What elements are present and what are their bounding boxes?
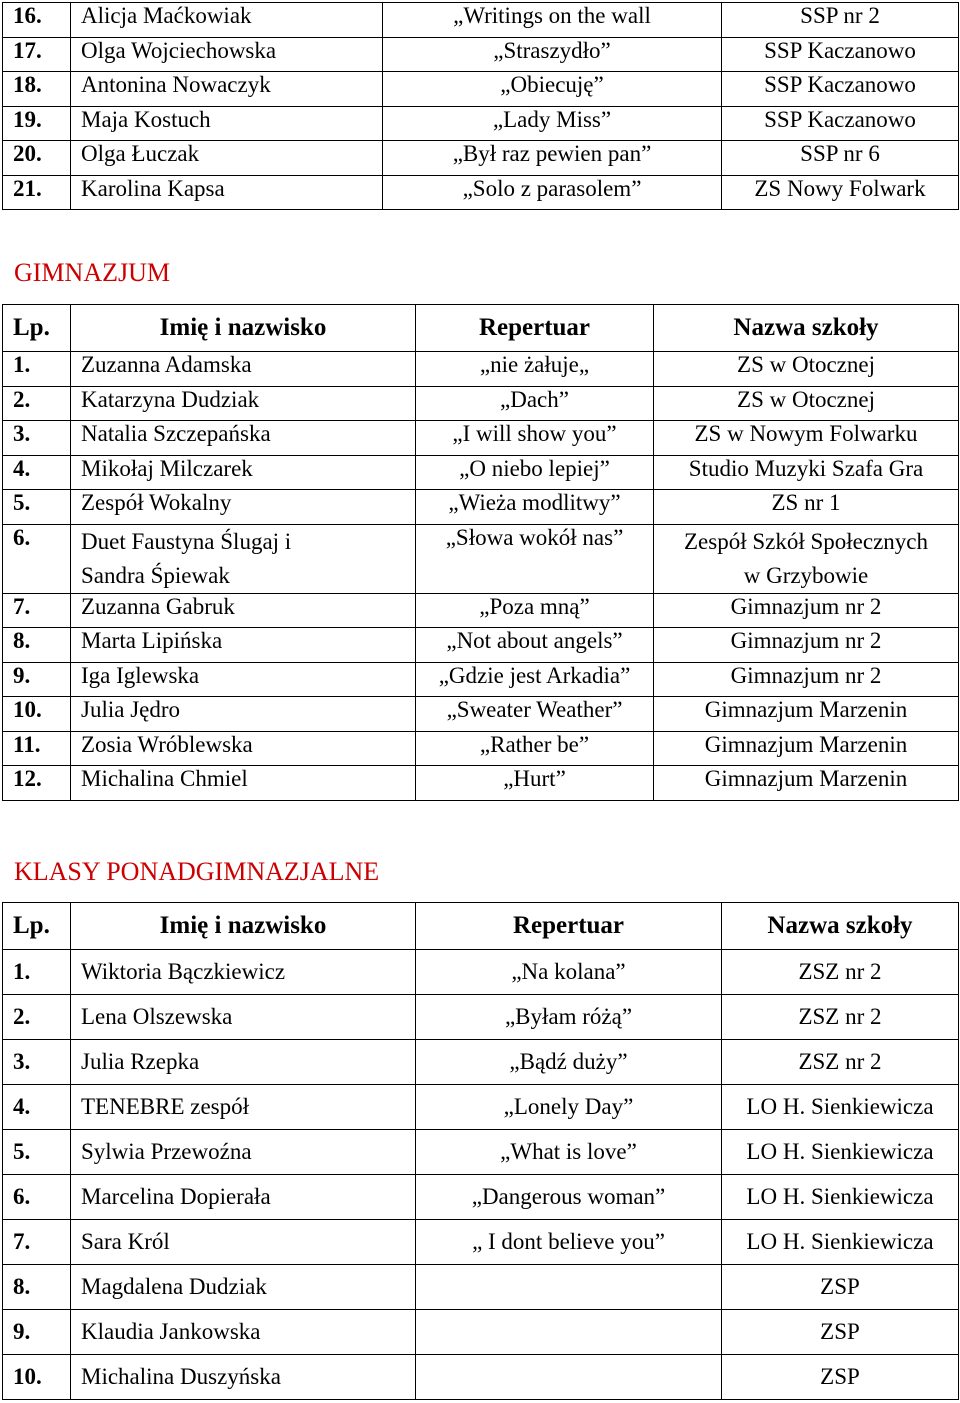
participant-name: Antonina Nowaczyk [71,72,383,107]
table-continuation [2,2,959,210]
participant-name: Lena Olszewska [71,995,416,1040]
row-number: 3. [3,421,71,456]
table-row [3,455,959,490]
repertoire: „Sweater Weather” [416,697,654,732]
header-name: Imię i nazwisko [71,903,416,950]
school-name: Gimnazjum nr 2 [654,593,959,628]
participant-name: Zuzanna Gabruk [71,593,416,628]
repertoire: „Writings on the wall [383,3,722,38]
table-row [3,1130,959,1175]
repertoire: „Rather be” [416,731,654,766]
school-name: SSP Kaczanowo [722,106,959,141]
repertoire: „Lady Miss” [383,106,722,141]
repertoire: „I will show you” [416,421,654,456]
row-number: 2. [3,386,71,421]
header-repertoire: Repertuar [416,305,654,352]
row-number: 2. [3,995,71,1040]
section-title-gimnazjum: GIMNAZJUM [14,258,170,287]
school-name: Gimnazjum Marzenin [654,731,959,766]
repertoire: „ I dont believe you” [416,1220,722,1265]
table-row [3,175,959,210]
school-name: ZSP [722,1355,959,1400]
row-number: 10. [3,697,71,732]
school-name: Gimnazjum Marzenin [654,697,959,732]
table-row [3,1355,959,1400]
row-number: 8. [3,1265,71,1310]
repertoire: „Wieża modlitwy” [416,490,654,525]
school-name: Gimnazjum nr 2 [654,628,959,663]
participant-name: Klaudia Jankowska [71,1310,416,1355]
table-row [3,662,959,697]
participant-name: Wiktoria Bączkiewicz [71,950,416,995]
table-row [3,766,959,801]
school-name: ZS w Nowym Folwarku [654,421,959,456]
repertoire [416,1355,722,1400]
participant-name: Alicja Maćkowiak [71,3,383,38]
participant-name: Zespół Wokalny [71,490,416,525]
row-number: 17. [3,37,71,72]
row-number: 7. [3,593,71,628]
school-name [654,524,959,593]
repertoire: „O niebo lepiej” [416,455,654,490]
school-name: ZSP [722,1265,959,1310]
table-row [3,628,959,663]
participant-name: Marta Lipińska [71,628,416,663]
participant-name: Iga Iglewska [71,662,416,697]
table-header [3,903,959,950]
table-row [3,490,959,525]
school-name: ZSP [722,1310,959,1355]
school-name-line2: w Grzybowie [743,562,869,588]
row-number: 6. [3,1175,71,1220]
participant-name: Marcelina Dopierała [71,1175,416,1220]
table-ponadgimnazjalne [2,902,959,1400]
participant-name: Sylwia Przewoźna [71,1130,416,1175]
row-number: 1. [3,352,71,387]
participant-name: Olga Łuczak [71,141,383,176]
participant-name: Maja Kostuch [71,106,383,141]
participant-name: Sara Król [71,1220,416,1265]
table-row [3,1040,959,1085]
repertoire: „Gdzie jest Arkadia” [416,662,654,697]
participant-name: Zuzanna Adamska [71,352,416,387]
section-title-ponadgimnazjalne: KLASY PONADGIMNAZJALNE [14,857,380,886]
row-number: 9. [3,662,71,697]
school-name: Gimnazjum nr 2 [654,662,959,697]
repertoire [416,1265,722,1310]
table-row [3,524,959,593]
header-school: Nazwa szkoły [722,903,959,950]
row-number: 4. [3,1085,71,1130]
table-row [3,141,959,176]
row-number: 7. [3,1220,71,1265]
school-name: ZS w Otocznej [654,352,959,387]
table-row [3,950,959,995]
participant-name: Katarzyna Dudziak [71,386,416,421]
table-row [3,1220,959,1265]
participant-name: Natalia Szczepańska [71,421,416,456]
header-name: Imię i nazwisko [71,305,416,352]
table-row [3,1310,959,1355]
school-name: ZS nr 1 [654,490,959,525]
school-name: LO H. Sienkiewicza [722,1130,959,1175]
school-name: Gimnazjum Marzenin [654,766,959,801]
repertoire: „Byłam różą” [416,995,722,1040]
participant-name: TENEBRE zespół [71,1085,416,1130]
school-name: ZS w Otocznej [654,386,959,421]
header-lp: Lp. [3,903,71,950]
participant-name [71,524,416,593]
school-name: ZSZ nr 2 [722,950,959,995]
repertoire: „Hurt” [416,766,654,801]
participant-name: Mikołaj Milczarek [71,455,416,490]
school-name: ZSZ nr 2 [722,1040,959,1085]
school-name: ZSZ nr 2 [722,995,959,1040]
table-row [3,1175,959,1220]
table-row [3,106,959,141]
school-name: SSP Kaczanowo [722,37,959,72]
row-number: 1. [3,950,71,995]
table-row [3,352,959,387]
row-number: 19. [3,106,71,141]
school-name-line1: Zespół Szkół Społecznych [683,528,928,554]
table-row [3,37,959,72]
repertoire: „Był raz pewien pan” [383,141,722,176]
table-row [3,386,959,421]
school-name: LO H. Sienkiewicza [722,1220,959,1265]
school-name: SSP nr 2 [722,3,959,38]
repertoire: „Słowa wokół nas” [416,524,654,593]
repertoire: „Straszydło” [383,37,722,72]
row-number: 10. [3,1355,71,1400]
row-number: 20. [3,141,71,176]
school-name: SSP nr 6 [722,141,959,176]
repertoire: „Not about angels” [416,628,654,663]
table-row [3,995,959,1040]
header-school: Nazwa szkoły [654,305,959,352]
participant-name: Michalina Duszyńska [71,1355,416,1400]
participant-name-line2: Sandra Śpiewak [81,562,230,588]
row-number: 12. [3,766,71,801]
row-number: 5. [3,490,71,525]
row-number: 6. [3,524,71,593]
participant-name: Olga Wojciechowska [71,37,383,72]
repertoire: „What is love” [416,1130,722,1175]
repertoire: „Bądź duży” [416,1040,722,1085]
table-row [3,697,959,732]
participant-name: Julia Rzepka [71,1040,416,1085]
row-number: 21. [3,175,71,210]
row-number: 16. [3,3,71,38]
table-row [3,3,959,38]
school-name: LO H. Sienkiewicza [722,1085,959,1130]
participant-name: Michalina Chmiel [71,766,416,801]
school-name: Studio Muzyki Szafa Gra [654,455,959,490]
repertoire: „Solo z parasolem” [383,175,722,210]
school-name: ZS Nowy Folwark [722,175,959,210]
school-name: SSP Kaczanowo [722,72,959,107]
table-row [3,731,959,766]
row-number: 5. [3,1130,71,1175]
repertoire: „nie żałuje„ [416,352,654,387]
repertoire [416,1310,722,1355]
row-number: 3. [3,1040,71,1085]
participant-name: Zosia Wróblewska [71,731,416,766]
table-row [3,421,959,456]
repertoire: „Na kolana” [416,950,722,995]
header-lp: Lp. [3,305,71,352]
repertoire: „Dangerous woman” [416,1175,722,1220]
row-number: 4. [3,455,71,490]
table-row [3,1085,959,1130]
repertoire: „Poza mną” [416,593,654,628]
table-row [3,593,959,628]
row-number: 11. [3,731,71,766]
participant-name: Magdalena Dudziak [71,1265,416,1310]
table-row [3,72,959,107]
participant-name-line1: Duet Faustyna Ślugaj i [81,528,292,554]
repertoire: „Dach” [416,386,654,421]
participant-name: Karolina Kapsa [71,175,383,210]
row-number: 9. [3,1310,71,1355]
row-number: 18. [3,72,71,107]
table-header [3,305,959,352]
repertoire: „Obiecuję” [383,72,722,107]
table-row [3,1265,959,1310]
row-number: 8. [3,628,71,663]
repertoire: „Lonely Day” [416,1085,722,1130]
participant-name: Julia Jędro [71,697,416,732]
header-repertoire: Repertuar [416,903,722,950]
table-gimnazjum [2,304,959,801]
school-name: LO H. Sienkiewicza [722,1175,959,1220]
